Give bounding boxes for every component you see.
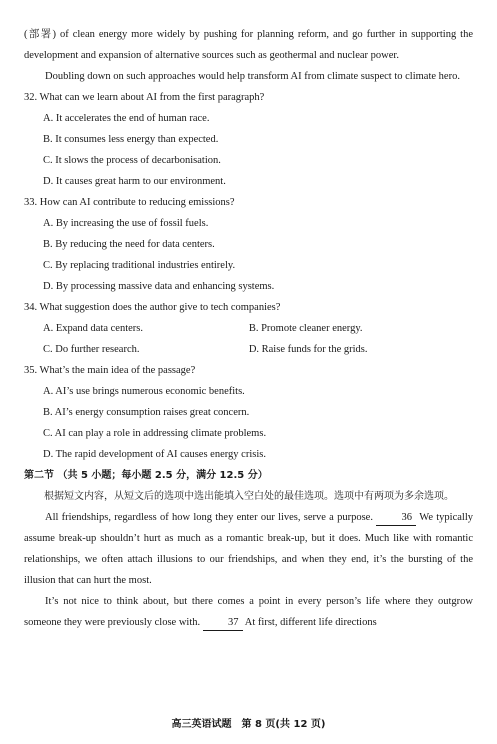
- option-a: A. It accelerates the end of human race.: [43, 113, 210, 124]
- option-d: D. The rapid development of AI causes energy crisis.: [43, 449, 266, 460]
- option-a: A. By increasing the use of fossil fuels.: [43, 218, 209, 229]
- passage-paragraph: Doubling down on such approaches would help transform AI from climate suspect to climate hero.: [45, 71, 460, 82]
- section-heading: 第二节 （共 5 小题；每小题 2.5 分，满分 12.5 分）: [24, 470, 268, 481]
- question-stem: 34. What suggestion does the author give to tech companies?: [24, 302, 281, 313]
- page-footer: 高三英语试题 第 8 页(共 12 页): [171, 719, 326, 730]
- cloze-paragraph: [24, 591, 473, 633]
- option-d: D. Raise funds for the grids.: [248, 344, 368, 355]
- option-d: D. It causes great harm to our environment.: [43, 176, 226, 187]
- paragraph-text: All friendships, regardless of how long they enter our lives, serve a purpose.: [45, 512, 373, 523]
- question-stem: 35. What’s the main idea of the passage?: [24, 365, 196, 376]
- option-a: A. Expand data centers.: [43, 323, 144, 334]
- option-b: B. It consumes less energy than expected.: [43, 134, 219, 145]
- paragraph-text: We typically assume break-up shouldn’t hurt as much as a romantic break-up, but it does. Much like with romantic relationships, we often attach illusions to our friendships, and when they end, it’s the bursting of the illusion that can hurt the most.: [24, 512, 473, 586]
- cloze-paragraph: [24, 507, 473, 591]
- option-b: B. AI’s energy consumption raises great concern.: [43, 407, 250, 418]
- answer-blank-36[interactable]: 36: [376, 511, 416, 526]
- options-row: [24, 339, 473, 360]
- option-c: C. It slows the process of decarbonisation.: [43, 155, 221, 166]
- option-a: A. AI’s use brings numerous economic benefits.: [43, 386, 245, 397]
- section-instructions: 根据短文内容，从短文后的选项中选出能填入空白处的最佳选项。选项中有两项为多余选项。: [44, 491, 454, 502]
- passage-paragraph: (部署) of clean energy more widely by pushing for planning reform, and go further in supporting the development and expansion of alternative sources such as geothermal and nuclear power.: [24, 29, 473, 61]
- option-b: B. By reducing the need for data centers.: [43, 239, 215, 250]
- question-stem: 33. How can AI contribute to reducing emissions?: [24, 197, 235, 208]
- option-c: C. By replacing traditional industries entirely.: [43, 260, 236, 271]
- option-c: C. AI can play a role in addressing climate problems.: [43, 428, 267, 439]
- options-row: [24, 318, 473, 339]
- answer-blank-37[interactable]: 37: [203, 616, 243, 631]
- option-c: C. Do further research.: [43, 344, 140, 355]
- paragraph-text: It’s not nice to think about, but there comes a point in every person’s life where they outgrow someone they were previously close with.: [24, 596, 473, 628]
- exam-page: [24, 24, 473, 633]
- question-stem: 32. What can we learn about AI from the first paragraph?: [24, 92, 265, 103]
- option-d: D. By processing massive data and enhancing systems.: [43, 281, 275, 292]
- paragraph-text: At first, different life directions: [244, 617, 377, 628]
- option-b: B. Promote cleaner energy.: [248, 323, 363, 334]
